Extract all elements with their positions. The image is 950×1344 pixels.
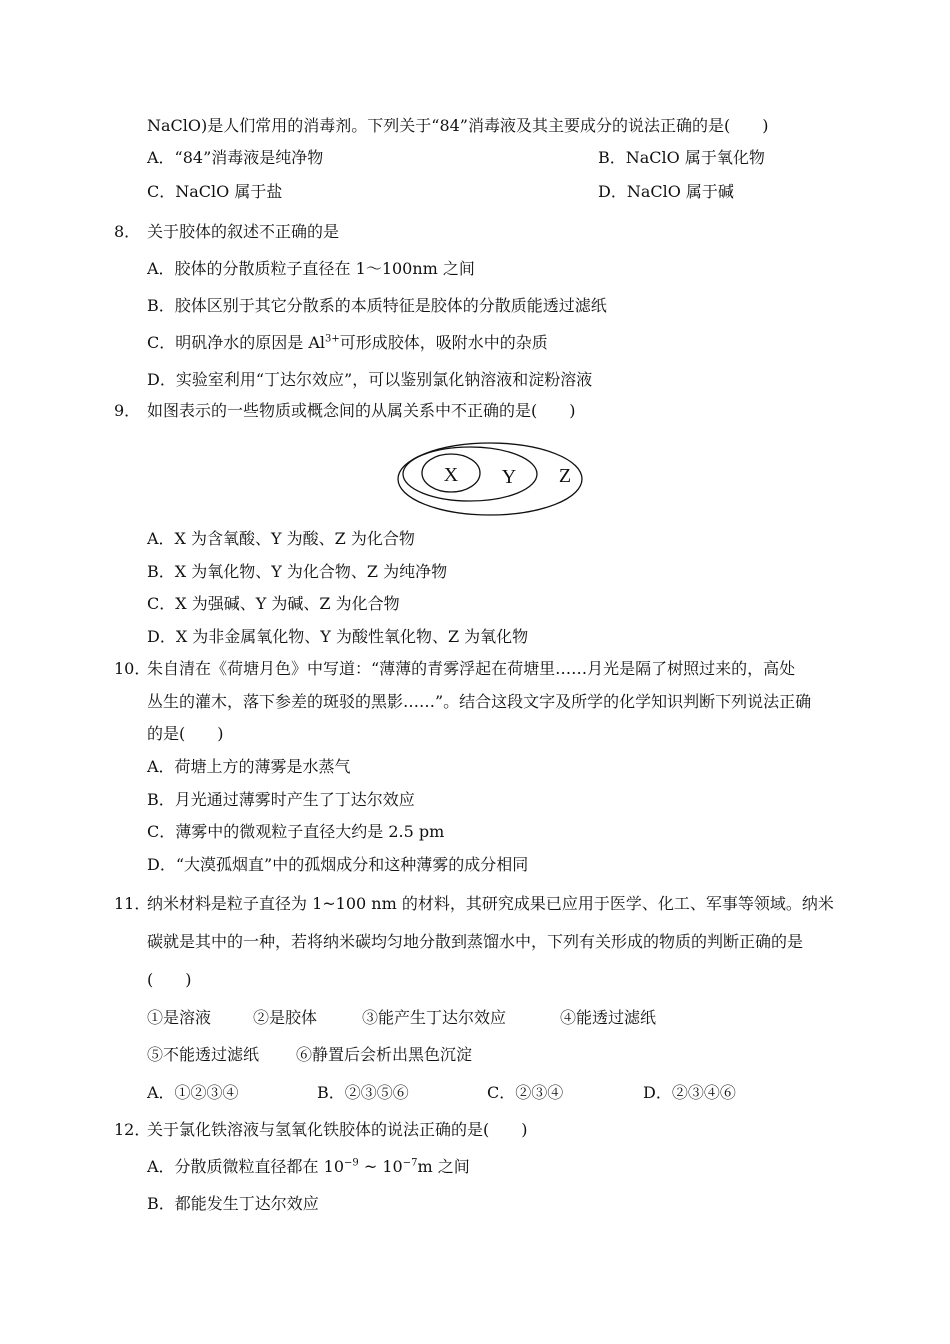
q9-option-a: A．X 为含氧酸、Y 为酸、Z 为化合物 (147, 529, 415, 548)
q9-option-d: D．X 为非金属氧化物、Y 为酸性氧化物、Z 为氧化物 (147, 627, 529, 646)
q7-option-a: A．“84”消毒液是纯净物 (147, 148, 324, 167)
q11-option-d: D．②③④⑥ (643, 1083, 736, 1102)
q12-number: 12． (114, 1120, 151, 1139)
q12-option-a (147, 1157, 470, 1177)
q8-option-c (147, 333, 548, 353)
q11-option-b: B．②③⑤⑥ (317, 1083, 409, 1102)
q10-option-a: A．荷塘上方的薄雾是水蒸气 (147, 757, 351, 776)
q11-item-3: ③能产生丁达尔效应 (362, 1008, 507, 1027)
q8-option-c-pre: C．明矾净水的原因是 Al (147, 333, 326, 352)
q10-option-b: B．月光通过薄雾时产生了丁达尔效应 (147, 790, 415, 809)
q8-number: 8． (114, 222, 141, 241)
q10-option-d: D．“大漠孤烟直”中的孤烟成分和这种薄雾的成分相同 (147, 855, 529, 874)
q11-item-2: ②是胶体 (253, 1008, 318, 1027)
q11-stem-line1: 纳米材料是粒子直径为 1~100 nm 的材料，其研究成果已应用于医学、化工、军事等领域。纳米 (147, 894, 834, 913)
q7-stem-tail: NaClO)是人们常用的消毒剂。下列关于“84”消毒液及其主要成分的说法正确的是( ) (147, 116, 769, 135)
q7-option-c: C．NaClO 属于盐 (147, 182, 283, 201)
q8-stem: 关于胶体的叙述不正确的是 (147, 222, 340, 241)
q11-option-c: C．②③④ (487, 1083, 564, 1102)
q9-option-c: C．X 为强碱、Y 为碱、Z 为化合物 (147, 594, 400, 613)
q11-stem-line2: 碳就是其中的一种，若将纳米碳均匀地分散到蒸馏水中，下列有关形成的物质的判断正确的是 (147, 932, 804, 951)
q12-option-a-post: m 之间 (417, 1157, 470, 1176)
q12-option-b: B．都能发生丁达尔效应 (147, 1194, 319, 1213)
venn-middle-ellipse (403, 447, 537, 501)
q10-stem-line1: 朱自清在《荷塘月色》中写道：“薄薄的青雾浮起在荷塘里……月光是隔了树照过来的，高处 (147, 659, 796, 678)
q8-option-c-post: 可形成胶体，吸附水中的杂质 (339, 333, 548, 352)
q8-option-d: D．实验室利用“丁达尔效应”，可以鉴别氯化钠溶液和淀粉溶液 (147, 370, 593, 389)
venn-diagram (395, 440, 591, 520)
venn-label-z: Z (558, 465, 572, 487)
q8-option-a: A．胶体的分散质粒子直径在 1～100nm 之间 (147, 259, 475, 278)
q9-stem: 如图表示的一些物质或概念间的从属关系中不正确的是( ) (147, 401, 576, 420)
q10-stem-line3: 的是( ) (147, 724, 224, 743)
q10-option-c: C．薄雾中的微观粒子直径大约是 2.5 pm (147, 822, 445, 841)
venn-label-y: Y (501, 466, 517, 488)
q8-option-b: B．胶体区别于其它分散系的本质特征是胶体的分散质能透过滤纸 (147, 296, 607, 315)
q11-item-1: ①是溶液 (147, 1008, 212, 1027)
q10-number: 10． (114, 659, 151, 678)
q11-item-4: ④能透过滤纸 (560, 1008, 657, 1027)
q7-option-d: D．NaClO 属于碱 (598, 182, 734, 201)
q12-option-a-exp2: −7 (402, 1157, 418, 1169)
q9-number: 9． (114, 401, 141, 420)
q9-option-b: B．X 为氧化物、Y 为化合物、Z 为纯净物 (147, 562, 448, 581)
q12-option-a-exp1: −9 (344, 1157, 359, 1169)
q12-option-a-mid: ~ 10 (358, 1157, 403, 1176)
q11-item-6: ⑥静置后会析出黑色沉淀 (296, 1045, 473, 1064)
q12-option-a-pre: A．分散质微粒直径都在 10 (147, 1157, 345, 1176)
q12-stem: 关于氯化铁溶液与氢氧化铁胶体的说法正确的是( ) (147, 1120, 528, 1139)
q11-stem-line3: ( ) (147, 970, 192, 989)
q8-option-c-superscript: 3+ (325, 333, 340, 345)
q11-number: 11． (114, 894, 151, 913)
q11-option-a: A．①②③④ (147, 1083, 239, 1102)
venn-label-x: X (443, 464, 459, 486)
q10-stem-line2: 丛生的灌木，落下参差的斑驳的黑影……”。结合这段文字及所学的化学知识判断下列说法正确 (147, 692, 812, 711)
q11-item-5: ⑤不能透过滤纸 (147, 1045, 260, 1064)
q7-option-b: B．NaClO 属于氧化物 (598, 148, 765, 167)
